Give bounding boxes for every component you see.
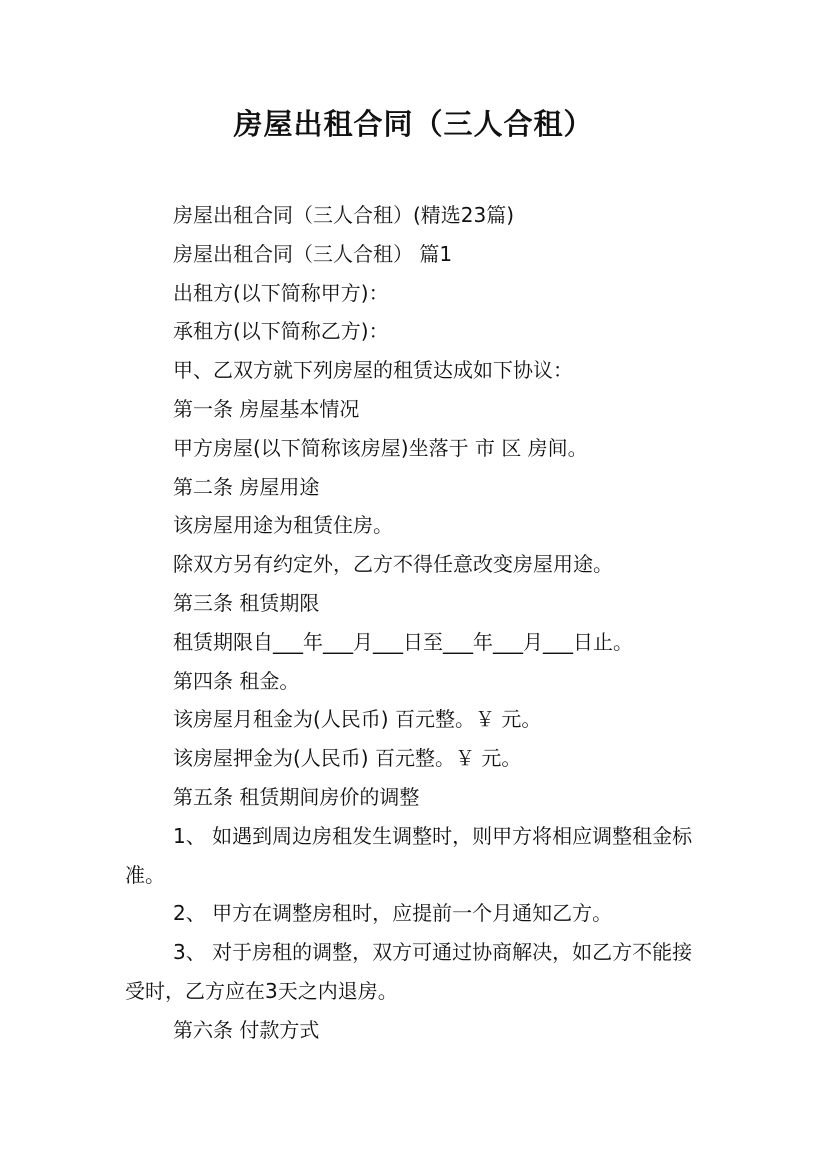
numbered-item: 1、 如遇到周边房租发生调整时，则甲方将相应调整租金标准。 [125, 823, 693, 887]
paragraph: 租赁期限自___年___月___日至___年___月___日止。 [173, 629, 633, 654]
numbered-item: 2、 甲方在调整房租时，应提前一个月通知乙方。 [173, 901, 613, 926]
section-heading: 第二条 房屋用途 [173, 474, 320, 499]
numbered-item: 3、 对于房租的调整，双方可通过协商解决，如乙方不能接受时，乙方应在3天之内退房。 [125, 940, 693, 1003]
paragraph: 除双方另有约定外，乙方不得任意改变房屋用途。 [173, 552, 613, 577]
document-body [125, 196, 710, 1050]
section-heading: 第五条 租赁期间房价的调整 [173, 784, 420, 809]
document-title: 房屋出租合同（三人合租） [233, 107, 594, 141]
paragraph: 该房屋月租金为(人民币) 百元整。￥ 元。 [173, 707, 542, 732]
paragraph: 承租方(以下简称乙方)： [173, 319, 389, 344]
paragraph: 甲方房屋(以下简称该房屋)坐落于 市 区 房间。 [173, 435, 588, 460]
paragraph: 房屋出租合同（三人合租）(精选23篇) [173, 203, 515, 227]
section-heading: 第一条 房屋基本情况 [173, 396, 360, 421]
section-heading: 第四条 租金。 [173, 668, 300, 693]
section-heading: 第六条 付款方式 [173, 1017, 320, 1042]
paragraph: 甲、乙双方就下列房屋的租赁达成如下协议： [173, 358, 573, 383]
paragraph: 出租方(以下简称甲方)： [173, 280, 389, 305]
paragraph: 该房屋用途为租赁住房。 [173, 513, 393, 538]
section-heading: 第三条 租赁期限 [173, 590, 320, 615]
paragraph: 房屋出租合同（三人合租） 篇1 [173, 241, 453, 266]
paragraph: 该房屋押金为(人民币) 百元整。￥ 元。 [173, 746, 522, 771]
